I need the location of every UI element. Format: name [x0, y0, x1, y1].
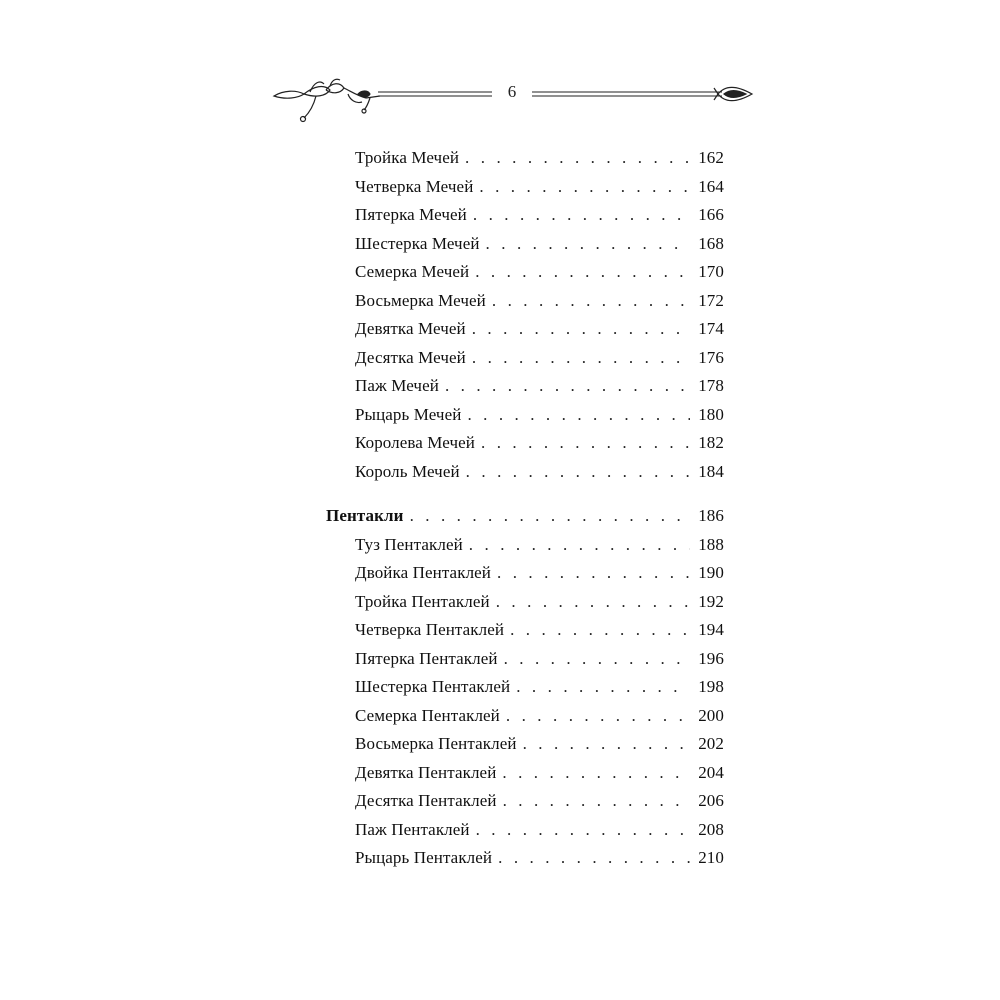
toc-entry[interactable]	[326, 563, 724, 591]
toc-entry[interactable]	[326, 291, 724, 319]
dot-leader	[475, 262, 690, 282]
dot-leader	[473, 205, 690, 225]
dot-leader	[465, 148, 690, 168]
toc-entry[interactable]	[326, 177, 724, 205]
toc-entry-title: Король Мечей	[355, 461, 460, 481]
toc-page-number: 198	[698, 677, 724, 696]
toc-entry[interactable]	[326, 848, 724, 876]
toc-page-number: 194	[698, 620, 724, 639]
toc-entry[interactable]	[326, 376, 724, 404]
dot-leader	[481, 433, 690, 453]
toc-entry-title: Паж Пентаклей	[355, 819, 470, 839]
toc-page-number: 186	[698, 506, 724, 525]
toc-entry-title: Тройка Мечей	[355, 148, 460, 167]
toc-entry-title: Тройка Пентаклей	[355, 591, 490, 611]
toc-page-number: 162	[698, 148, 724, 167]
toc-page-number: 200	[698, 705, 724, 725]
toc-page-number: 190	[698, 563, 724, 582]
toc-page-number: 180	[698, 404, 724, 424]
dot-leader	[504, 649, 690, 669]
dot-leader	[497, 563, 690, 583]
toc-entry-title: Девятка Пентаклей	[355, 762, 497, 782]
toc-entry-title: Девятка Мечей	[355, 319, 466, 338]
toc-entry[interactable]	[326, 791, 724, 819]
toc-entry[interactable]	[326, 405, 724, 433]
dot-leader	[469, 535, 690, 555]
toc-entry[interactable]	[326, 620, 724, 648]
toc-page-number: 192	[698, 591, 724, 611]
dot-leader	[502, 763, 690, 783]
left-rule-lines	[378, 92, 492, 96]
toc-entry[interactable]	[326, 734, 724, 762]
toc-entry-title: Шестерка Пентаклей	[355, 677, 511, 696]
toc-page-number: 176	[698, 347, 724, 367]
toc-entry[interactable]	[326, 234, 724, 262]
toc-entry[interactable]	[326, 319, 724, 347]
toc-page-number: 202	[698, 734, 724, 753]
toc-entry-title: Четверка Пентаклей	[355, 620, 505, 639]
toc-page-number: 172	[698, 290, 724, 310]
dot-leader	[510, 620, 690, 640]
toc-entry-title: Пятерка Мечей	[355, 205, 467, 224]
toc-entry[interactable]	[326, 148, 724, 176]
toc-entry-title: Туз Пентаклей	[355, 534, 463, 554]
dot-leader	[523, 734, 690, 754]
toc-entry[interactable]	[326, 706, 724, 734]
toc-page-number: 174	[698, 319, 724, 338]
toc-entry-title: Десятка Пентаклей	[355, 791, 497, 810]
dot-leader	[467, 405, 690, 425]
toc-page-number: 168	[698, 233, 724, 253]
toc-entry[interactable]	[326, 677, 724, 705]
toc-entry-title: Рыцарь Мечей	[355, 404, 462, 424]
toc-page-number: 206	[698, 791, 724, 810]
toc-page-number: 196	[698, 648, 724, 668]
arrow-tip-ornament-icon	[714, 87, 752, 101]
toc-entry[interactable]	[326, 535, 724, 563]
toc-entry-title: Двойка Пентаклей	[355, 563, 491, 582]
toc-entry[interactable]	[326, 205, 724, 233]
toc-entry-title: Семерка Пентаклей	[355, 705, 500, 725]
toc-entry-title: Десятка Мечей	[355, 347, 466, 367]
toc-entry-title: Пентакли	[326, 506, 404, 525]
dot-leader	[516, 677, 690, 697]
toc-entry-title: Паж Мечей	[355, 376, 439, 395]
page-number: 6	[507, 82, 517, 101]
toc-section-heading[interactable]	[326, 506, 724, 534]
toc-entry[interactable]	[326, 262, 724, 290]
dot-leader	[479, 177, 690, 197]
toc-entry-title: Восьмерка Мечей	[355, 290, 486, 310]
toc-page-number: 170	[698, 262, 724, 281]
toc-entry-title: Королева Мечей	[355, 433, 476, 452]
toc-page-number: 166	[698, 205, 724, 224]
dot-leader	[472, 319, 690, 339]
toc-page-number: 208	[698, 819, 724, 839]
dot-leader	[472, 348, 690, 368]
toc-entry[interactable]	[326, 462, 724, 490]
dot-leader	[410, 506, 690, 526]
dot-leader	[503, 791, 690, 811]
dot-leader	[496, 592, 690, 612]
toc-page-number: 184	[698, 461, 724, 481]
dot-leader	[498, 848, 690, 868]
toc-entry-title: Восьмерка Пентаклей	[355, 734, 517, 753]
dot-leader	[492, 291, 690, 311]
toc-page-number: 204	[698, 762, 724, 782]
toc-page-number: 182	[698, 433, 724, 452]
dot-leader	[476, 820, 690, 840]
toc-entry[interactable]	[326, 763, 724, 791]
right-rule-lines	[532, 92, 722, 96]
toc-entry[interactable]	[326, 820, 724, 848]
toc-page-number: 178	[698, 376, 724, 395]
dot-leader	[466, 462, 690, 482]
toc-page-number: 210	[698, 848, 724, 867]
toc-entry[interactable]	[326, 649, 724, 677]
toc-entry-title: Шестерка Мечей	[355, 233, 480, 253]
toc-entry-title: Семерка Мечей	[355, 262, 470, 281]
dot-leader	[506, 706, 690, 726]
toc-page-number: 164	[698, 176, 724, 196]
page-header	[270, 72, 756, 128]
toc-entry[interactable]	[326, 433, 724, 461]
toc-entry-title: Рыцарь Пентаклей	[355, 848, 493, 867]
toc-page-number: 188	[698, 534, 724, 554]
toc-entry-title: Четверка Мечей	[355, 176, 474, 196]
toc-entry[interactable]	[326, 348, 724, 376]
dot-leader	[486, 234, 690, 254]
toc-entry[interactable]	[326, 592, 724, 620]
dot-leader	[445, 376, 690, 396]
floral-vine-ornament-icon	[274, 79, 380, 121]
toc-entry-title: Пятерка Пентаклей	[355, 648, 498, 668]
